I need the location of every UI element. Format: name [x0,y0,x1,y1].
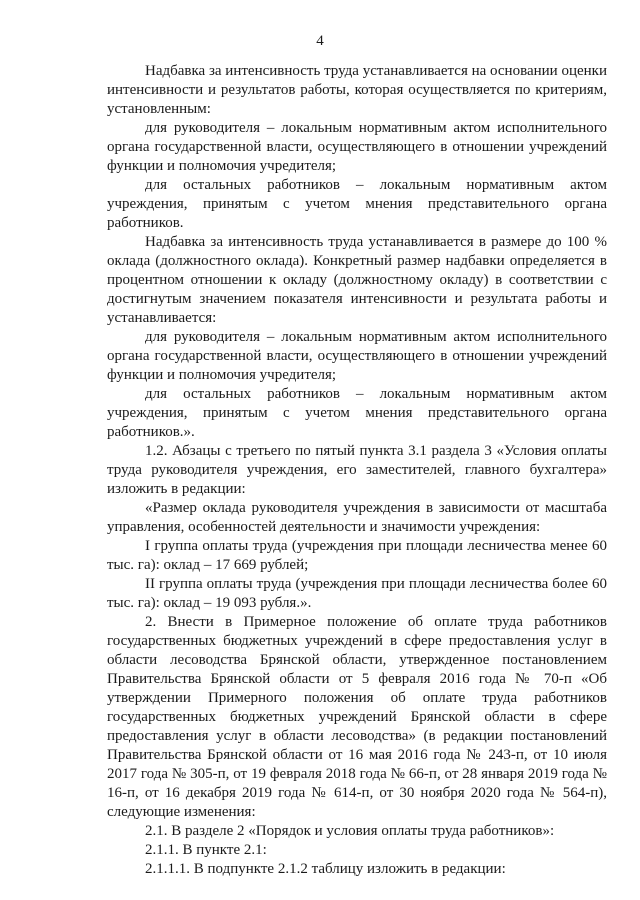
paragraph-2-1: 2.1. В разделе 2 «Порядок и условия оплаты труда работников»: [145,823,555,839]
document-body [107,62,607,879]
paragraph-amount-head: для руководителя – локальным нормативным актом исполнительного органа государственной власти, осуществляющего в отношении учреждений функции и полномочия учредителя; [107,329,607,383]
page-number: 4 [316,33,324,49]
paragraph-intensity-amount: Надбавка за интенсивность труда устанавливается в размере до 100 % оклада (должностного оклада). Конкретный размер надбавки определяется в процентном отношении к окладу (должностному окладу) в соответствии с достигнутым значением показателя интенсивности и результата работы и устанавливается: [107,234,607,326]
paragraph-2: 2. Внести в Примерное положение об оплате труда работников государственных бюджетных учреждений в сфере предоставления услуг в области лесоводства Брянской области, утвержденное постановлением Правительства Брянской области от 5 февраля 2016 года № 70-п «Об утверждении Примерного положения об оплате труда работников государственных бюджетных учреждений Брянской области в сфере предоставления услуг в области лесоводства» (в редакции постановлений Правительства Брянской области от 16 мая 2016 года № 243-п, от 10 июля 2017 года № 305-п, от 19 февраля 2018 года № 66-п, от 28 января 2019 года № 16-п, от 16 декабря 2019 года № 614-п, от 30 ноября 2020 года № 564-п), следующие изменения: [107,614,607,820]
paragraph-2-1-1-1: 2.1.1.1. В подпункте 2.1.2 таблицу изложить в редакции: [145,861,506,877]
paragraph-group-2: II группа оплаты труда (учреждения при площади лесничества более 60 тыс. га): оклад – 19 093 рубля.». [107,576,607,611]
paragraph-amount-staff: для остальных работников – локальным нормативным актом учреждения, принятым с учетом мнения представительного органа работников.». [107,386,607,440]
paragraph-group-1: I группа оплаты труда (учреждения при площади лесничества менее 60 тыс. га): оклад – 17 669 рублей; [107,538,607,573]
paragraph-2-1-1: 2.1.1. В пункте 2.1: [145,842,267,858]
paragraph-intensity-criteria: Надбавка за интенсивность труда устанавливается на основании оценки интенсивности и результатов работы, которая осуществляется по критериям, установленным: [107,63,607,117]
paragraph-criteria-head: для руководителя – локальным нормативным актом исполнительного органа государственной власти, осуществляющего в отношении учреждений функции и полномочия учредителя; [107,120,607,174]
paragraph-criteria-staff: для остальных работников – локальным нормативным актом учреждения, принятым с учетом мнения представительного органа работников. [107,177,607,231]
paragraph-salary-size: «Размер оклада руководителя учреждения в зависимости от масштаба управления, особенностей деятельности и значимости учреждения: [107,500,607,535]
paragraph-1-2: 1.2. Абзацы с третьего по пятый пункта 3.1 раздела 3 «Условия оплаты труда руководителя учреждения, его заместителей, главного бухгалтера» изложить в редакции: [107,443,607,497]
